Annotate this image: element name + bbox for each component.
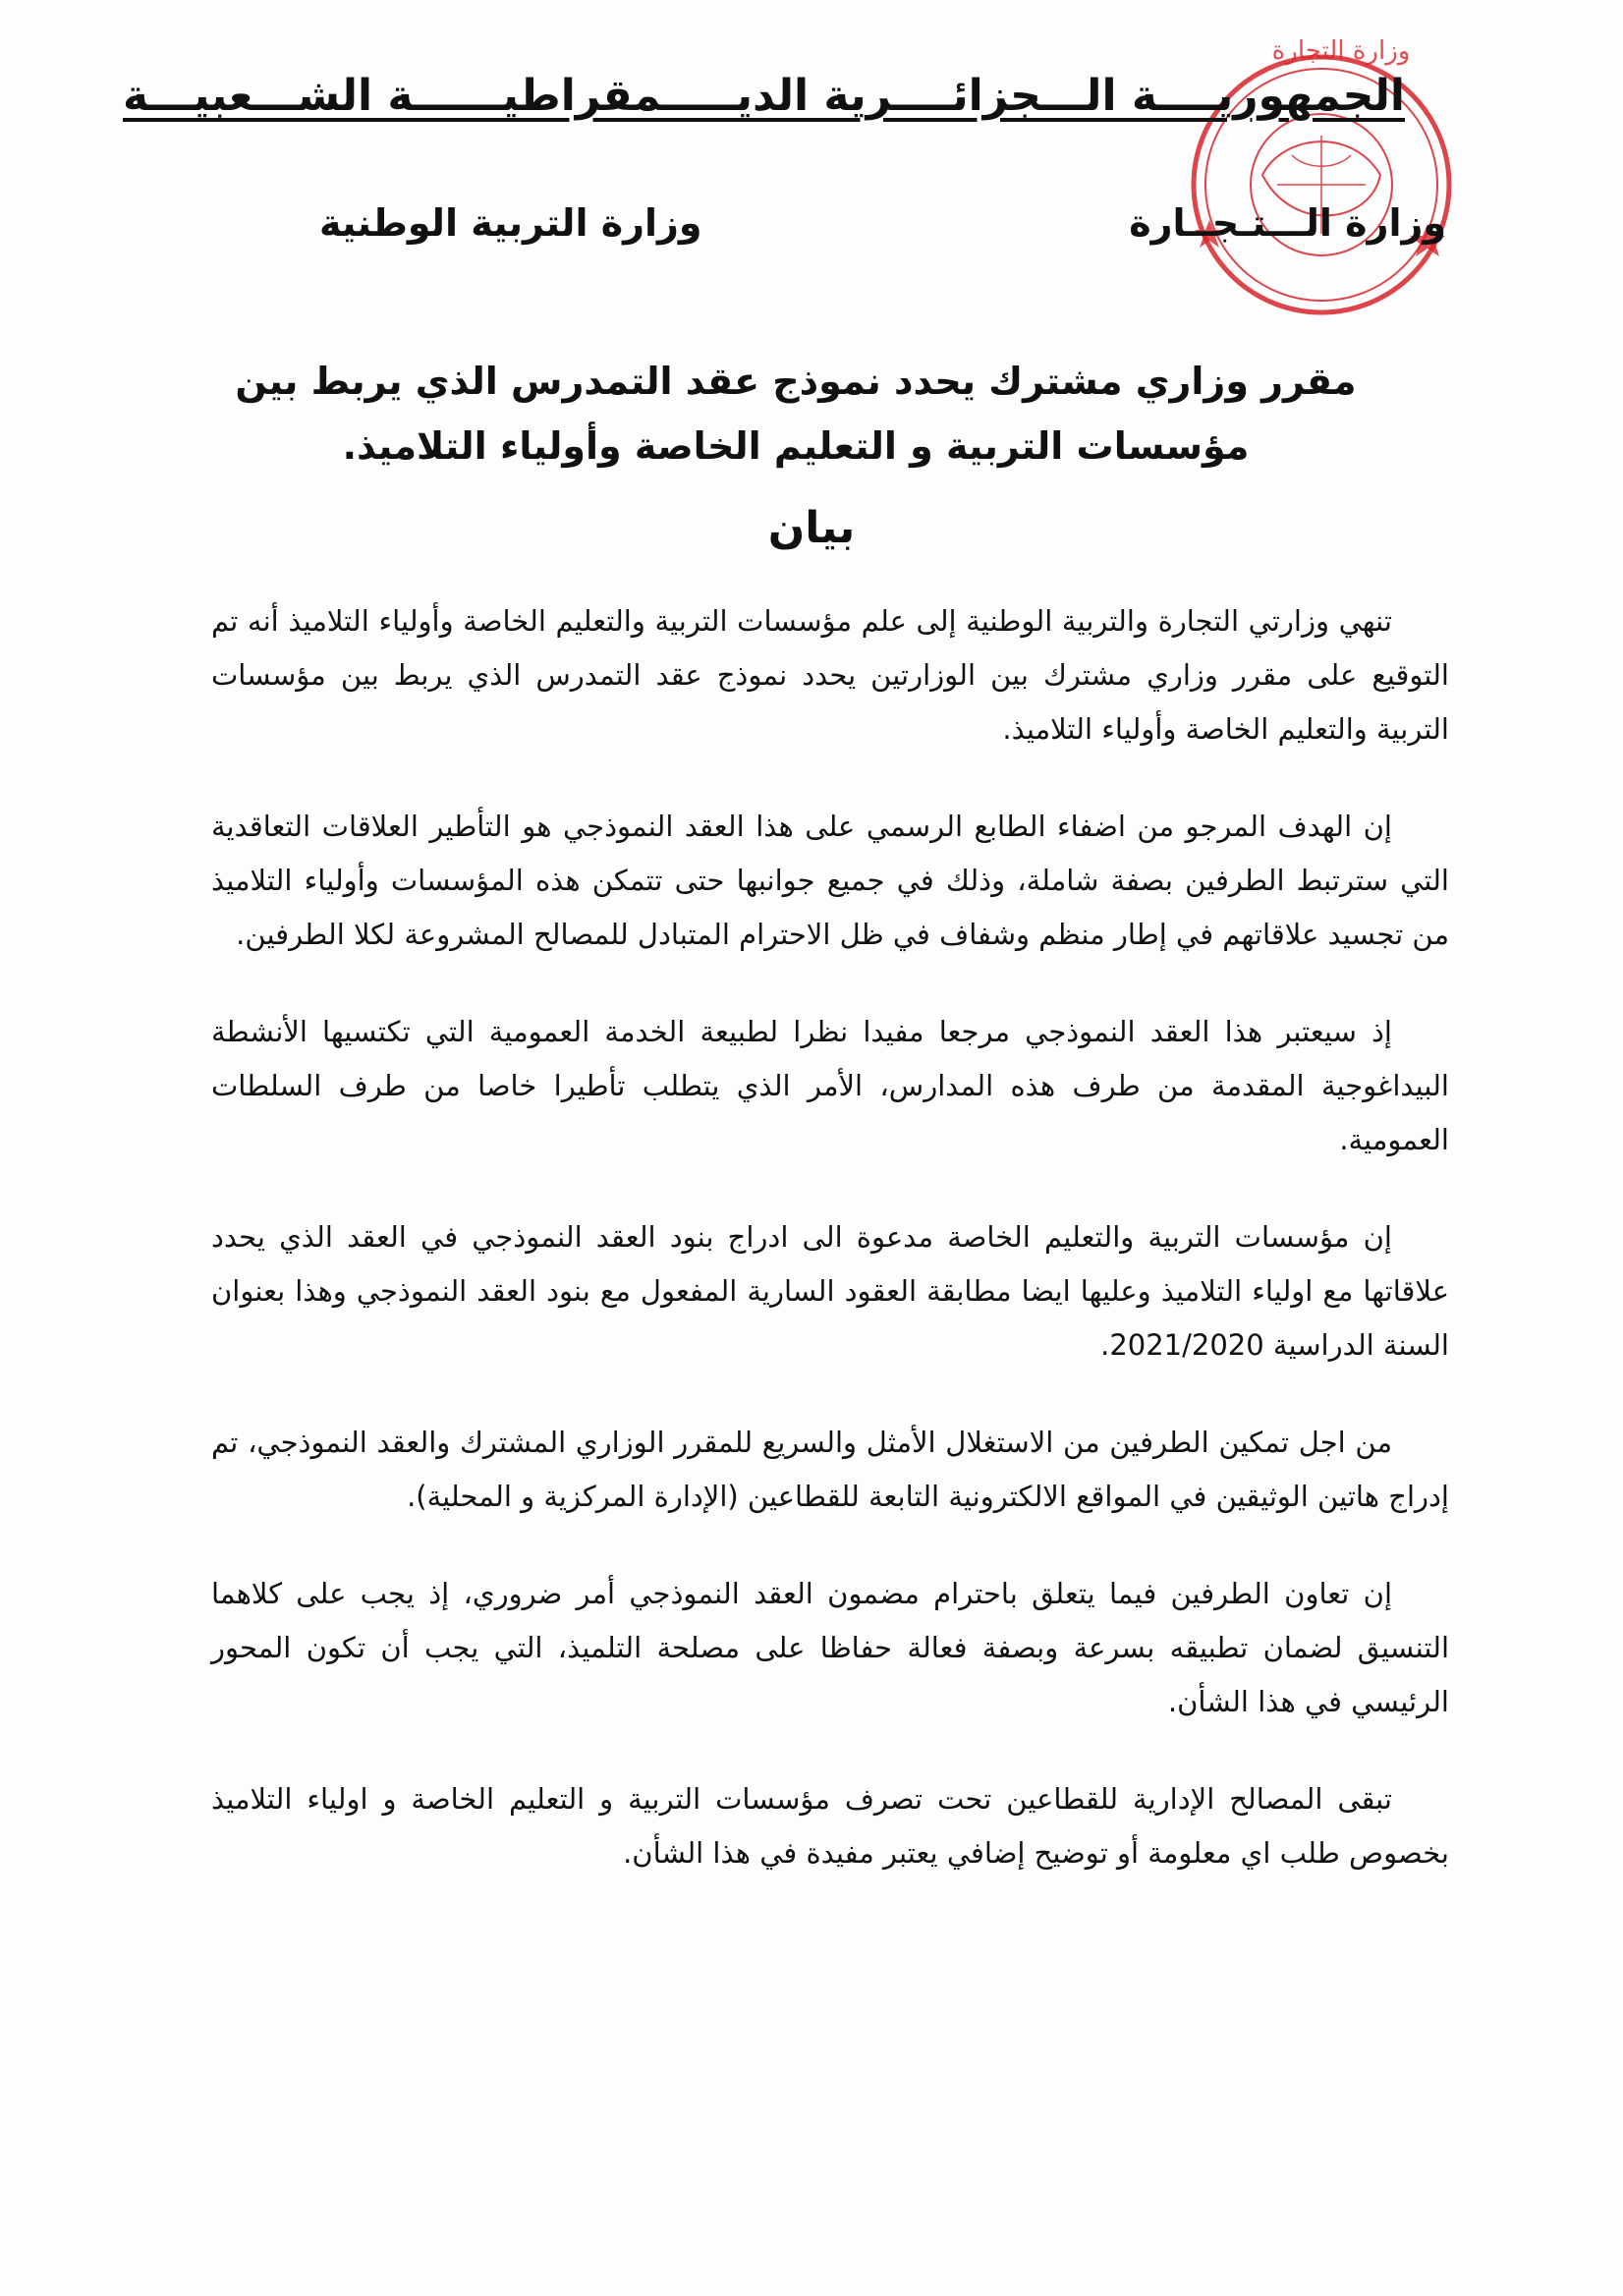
paragraph: تنهي وزارتي التجارة والتربية الوطنية إلى علم مؤسسات التربية والتعليم الخاصة وأولياء التلاميذ أنه تم التوقيع على مقرر وزاري مشترك بين الوزارتين يحدد نموذج عقد التمدرس الذي يربط بين مؤسسات التربية والتعليم الخاصة وأولياء التلاميذ. xyxy=(211,604,1449,746)
paragraph: تبقى المصالح الإدارية للقطاعين تحت تصرف مؤسسات التربية و التعليم الخاصة و اولياء التلاميذ بخصوص طلب اي معلومة أو توضيح إضافي يعتبر مفيدة في هذا الشأن. xyxy=(211,1782,1449,1870)
document-body xyxy=(211,594,1449,1924)
paragraph: إن الهدف المرجو من اضفاء الطابع الرسمي على هذا العقد النموذجي هو التأطير العلاقات التعاقدية التي سترتبط الطرفين بصفة شاملة، وذلك في جميع جوانبها حتى تتمكن هذه المؤسسات وأولياء التلاميذ من تجسيد علاقاتهم في إطار منظم وشفاف في ظل الاحترام المتبادل للمصالح المشروعة لكلا الطرفين. xyxy=(211,810,1449,951)
paragraph: إذ سيعتبر هذا العقد النموذجي مرجعا مفيدا نظرا لطبيعة الخدمة العمومية التي تكتسيها الأنشطة البيداغوجية المقدمة من طرف هذه المدارس، الأمر الذي يتطلب تأطيرا خاصا من طرف السلطات العمومية. xyxy=(211,1015,1449,1156)
svg-text:وزارة التجارة: وزارة التجارة xyxy=(1271,36,1411,66)
republic-header: الجمهوريــــة الـــجزائــــرية الديـــــمقراطيــــــة الشـــعبيـــة xyxy=(123,71,1405,121)
document-title: مقرر وزاري مشترك يحدد نموذج عقد التمدرس الذي يربط بين مؤسسات التربية و التعليم الخاصة وأولياء التلاميذ. xyxy=(235,360,1357,468)
paragraph: إن تعاون الطرفين فيما يتعلق باحترام مضمون العقد النموذجي أمر ضروري، إذ يجب على كلاهما التنسيق لضمان تطبيقه بسرعة وبصفة فعالة حفاظا على مصلحة التلميذ، التي يجب أن تكون المحور الرئيسي في هذا الشأن. xyxy=(211,1577,1449,1718)
paragraph: من اجل تمكين الطرفين من الاستغلال الأمثل والسريع للمقرر الوزاري المشترك والعقد النموذجي، تم إدراج هاتين الوثيقين في المواقع الالكترونية التابعة للقطاعين (الإدارة المركزية و المحلية). xyxy=(211,1426,1449,1513)
ministry-of-commerce: وزارة الـــتـجــارة xyxy=(1129,201,1446,245)
ministry-of-education: وزارة التربية الوطنية xyxy=(319,201,702,245)
paragraph: إن مؤسسات التربية والتعليم الخاصة مدعوة الى ادراج بنود العقد النموذجي في العقد الذي يحدد علاقاتها مع اولياء التلاميذ وعليها ايضا مطابقة العقود السارية المفعول مع بنود العقد النموذجي وهذا بعنوان السنة الدراسية 2021/2020. xyxy=(211,1220,1449,1362)
statement-heading: بيان xyxy=(767,503,856,553)
